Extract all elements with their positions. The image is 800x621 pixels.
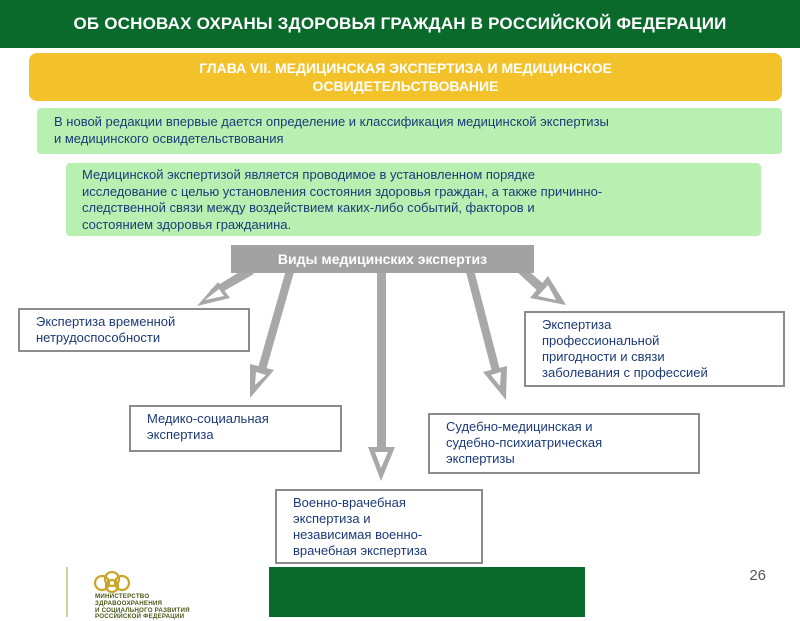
ministry-line: МИНИСТЕРСТВО xyxy=(95,593,150,600)
ministry-line: И СОЦИАЛЬНОГО РАЗВИТИЯ xyxy=(95,606,190,614)
type-line: независимая военно- xyxy=(293,527,423,542)
type-line: Экспертиза xyxy=(542,317,612,332)
header-title: ОБ ОСНОВАХ ОХРАНЫ ЗДОРОВЬЯ ГРАЖДАН В РОССИЙСКОЙ ФЕДЕРАЦИИ xyxy=(73,14,727,33)
type-line: экспертиза xyxy=(147,427,214,442)
page-number: 26 xyxy=(749,567,766,584)
definition-line-1: Медицинской экспертизой является проводимое в установленном порядке xyxy=(82,167,535,182)
intro-line-1: В новой редакции впервые дается определение и классификация медицинской экспертизы xyxy=(54,114,609,129)
type-line: судебно-психиатрическая xyxy=(446,435,603,450)
type-professional-fitness xyxy=(524,311,785,387)
ministry-line: РОССИЙСКОЙ ФЕДЕРАЦИИ xyxy=(95,613,185,621)
chapter-title-line-1: ГЛАВА VII. МЕДИЦИНСКАЯ ЭКСПЕРТИЗА И МЕДИЦИНСКОЕ xyxy=(199,60,612,76)
ministry-emblem-icon xyxy=(90,571,134,595)
arrow-to-temporary-disability xyxy=(197,268,254,306)
type-line: пригодности и связи xyxy=(542,349,665,364)
logo-divider xyxy=(66,567,68,617)
intro-line-2: и медицинского освидетельствования xyxy=(54,131,284,146)
type-military-medical xyxy=(275,489,483,564)
type-line: профессиональной xyxy=(542,333,660,348)
chapter-title-line-2: ОСВИДЕТЕЛЬСТВОВАНИЕ xyxy=(312,78,499,94)
definition-line-4: состоянием здоровья гражданина. xyxy=(82,216,292,232)
type-line: заболевания с профессией xyxy=(542,365,708,380)
type-line: Экспертиза временной xyxy=(36,314,176,329)
type-medico-social xyxy=(129,405,342,452)
type-line: Медико-социальная xyxy=(147,411,269,426)
ministry-line: ЗДРАВООХРАНЕНИЯ xyxy=(95,599,163,607)
definition-line-3: следственной связи между воздействием каких-либо событий, факторов и xyxy=(82,200,535,215)
definition-line-2: исследование с целью установления состояния здоровья граждан, а также причинно- xyxy=(82,183,603,199)
type-forensic xyxy=(428,413,700,474)
types-title xyxy=(231,245,534,273)
type-line: Военно-врачебная xyxy=(293,495,406,510)
type-line: экспертизы xyxy=(446,451,515,466)
arrow-to-forensic xyxy=(466,270,507,400)
type-line: Судебно-медицинская и xyxy=(446,419,593,434)
arrow-to-medico-social xyxy=(250,270,294,398)
type-line: нетрудоспособности xyxy=(36,330,161,345)
ministry-logo xyxy=(66,567,266,621)
type-line: экспертиза и xyxy=(293,511,371,526)
footer-bar xyxy=(269,567,585,617)
types-title-label: Виды медицинских экспертиз xyxy=(277,251,488,267)
type-line: врачебная экспертиза xyxy=(293,543,428,558)
type-temporary-disability xyxy=(18,308,250,352)
arrow-to-military xyxy=(368,272,395,481)
